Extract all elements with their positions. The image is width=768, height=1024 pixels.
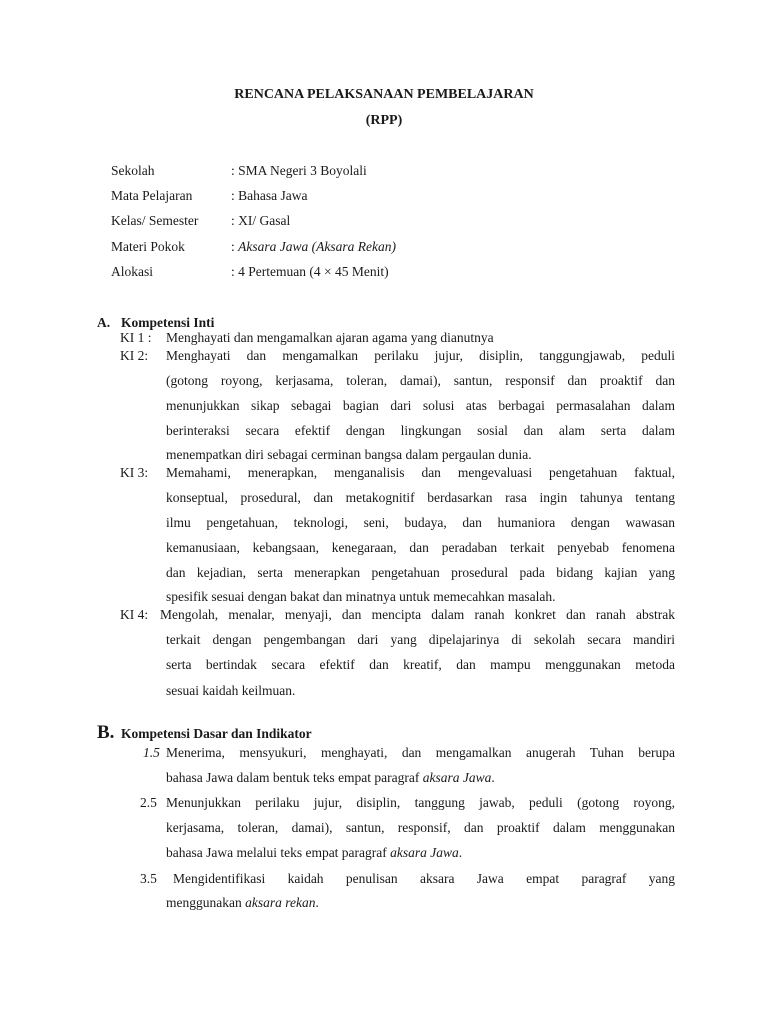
kd-1-5-number: 1.5 (143, 745, 160, 760)
kd-text: . (315, 895, 319, 910)
kd-italic-term: aksara rekan (245, 895, 316, 910)
ki1-label: KI 1 : (120, 330, 152, 345)
ki2-line-4: berinteraksi secara efektif dengan lingkungan sosial dan alam serta dalam (166, 423, 675, 438)
ki4-line-4: sesuai kaidah keilmuan. (166, 683, 296, 698)
identity-value-prefix: : (231, 239, 239, 254)
kd-italic-term: aksara Jawa (422, 770, 492, 785)
identity-value: : XI/ Gasal (231, 213, 291, 228)
ki4-line-1: Mengolah, menalar, menyaji, dan mencipta dalam ranah konkret dan ranah abstrak (160, 607, 675, 622)
kd-2-5-line-3 (166, 845, 462, 861)
identity-label: Sekolah (111, 163, 155, 178)
section-title: Kompetensi Inti (121, 315, 215, 330)
identity-label: Alokasi (111, 264, 153, 279)
kd-text: . (491, 770, 495, 785)
kd-3-5-line-2 (166, 895, 319, 911)
kd-text: bahasa Jawa dalam bentuk teks empat paragraf (166, 770, 423, 785)
ki2-line-1: Menghayati dan mengamalkan perilaku jujur, disiplin, tanggungjawab, peduli (166, 348, 675, 363)
ki4-line-2: terkait dengan pengembangan dari yang dipelajarinya di sekolah secara mandiri (166, 632, 675, 647)
kd-2-5-line-1: Menunjukkan perilaku jujur, disiplin, tanggung jawab, peduli (gotong royong, (166, 795, 675, 810)
document-title: RENCANA PELAKSANAAN PEMBELAJARAN (234, 87, 534, 102)
ki3-line-4: kemanusiaan, kebangsaan, kenegaraan, dan peradaban terkait penyebab fenomena (166, 540, 675, 555)
kd-3-5-line-1: Mengidentifikasi kaidah penulisan aksara Jawa empat paragraf yang (173, 871, 675, 886)
identity-value (231, 238, 396, 256)
kd-text: . (458, 845, 463, 860)
section-a-heading (97, 315, 214, 331)
kd-1-5-line-2 (166, 770, 495, 786)
section-letter: A. (97, 315, 111, 330)
kd-text: bahasa Jawa melalui teks empat paragraf (166, 845, 391, 860)
identity-label: Materi Pokok (111, 239, 185, 254)
ki2-line-3: menunjukkan sikap sebagai bagian dari solusi atas berbagai permasalahan dalam (166, 398, 675, 413)
section-title: Kompetensi Dasar dan Indikator (121, 726, 312, 741)
ki3-line-1: Memahami, menerapkan, menganalisis dan mengevaluasi pengetahuan faktual, (166, 465, 675, 480)
ki3-line-5: dan kejadian, serta menerapkan pengetahuan prosedural pada bidang kajian yang (166, 565, 675, 580)
ki4-label: KI 4: (120, 607, 149, 622)
kd-2-5-number: 2.5 (140, 795, 157, 810)
ki4-line-3: serta bertindak secara efektif dan kreatif, dan mampu menggunakan metoda (166, 657, 675, 672)
ki3-label: KI 3: (120, 465, 149, 480)
identity-value-italic: Aksara Jawa (Aksara Rekan) (238, 239, 396, 254)
ki3-line-2: konseptual, prosedural, dan metakognitif berdasarkan rasa ingin tahunya tentang (166, 490, 675, 505)
kd-2-5-line-2: kerjasama, toleran, damai), santun, responsif, dan proaktif dalam menggunakan (166, 820, 675, 835)
ki2-line-5: menempatkan diri sebagai cerminan bangsa dalam pergaulan dunia. (166, 447, 532, 462)
kd-text: menggunakan (166, 895, 246, 910)
document-subtitle: (RPP) (365, 113, 403, 128)
section-letter: B. (97, 722, 115, 743)
kd-1-5-line-1: Menerima, mensyukuri, menghayati, dan mengamalkan anugerah Tuhan berupa (166, 745, 675, 760)
identity-label: Mata Pelajaran (111, 188, 193, 203)
identity-label: Kelas/ Semester (111, 213, 199, 228)
ki2-line-2: (gotong royong, kerjasama, toleran, damai), santun, responsif dan proaktif dan (166, 373, 675, 388)
kd-italic-term: aksara Jawa (390, 845, 459, 860)
identity-value: : 4 Pertemuan (4 × 45 Menit) (231, 264, 389, 279)
identity-value: : SMA Negeri 3 Boyolali (231, 163, 367, 178)
kd-3-5-number: 3.5 (140, 871, 157, 886)
ki3-line-3: ilmu pengetahuan, teknologi, seni, budaya, dan humaniora dengan wawasan (166, 515, 675, 530)
ki1-text: Menghayati dan mengamalkan ajaran agama yang dianutnya (166, 330, 494, 345)
ki3-line-6: spesifik sesuai dengan bakat dan minatnya untuk memecahkan masalah. (166, 589, 556, 604)
ki2-label: KI 2: (120, 348, 149, 363)
identity-value: : Bahasa Jawa (231, 188, 308, 203)
section-b-heading (97, 722, 312, 744)
